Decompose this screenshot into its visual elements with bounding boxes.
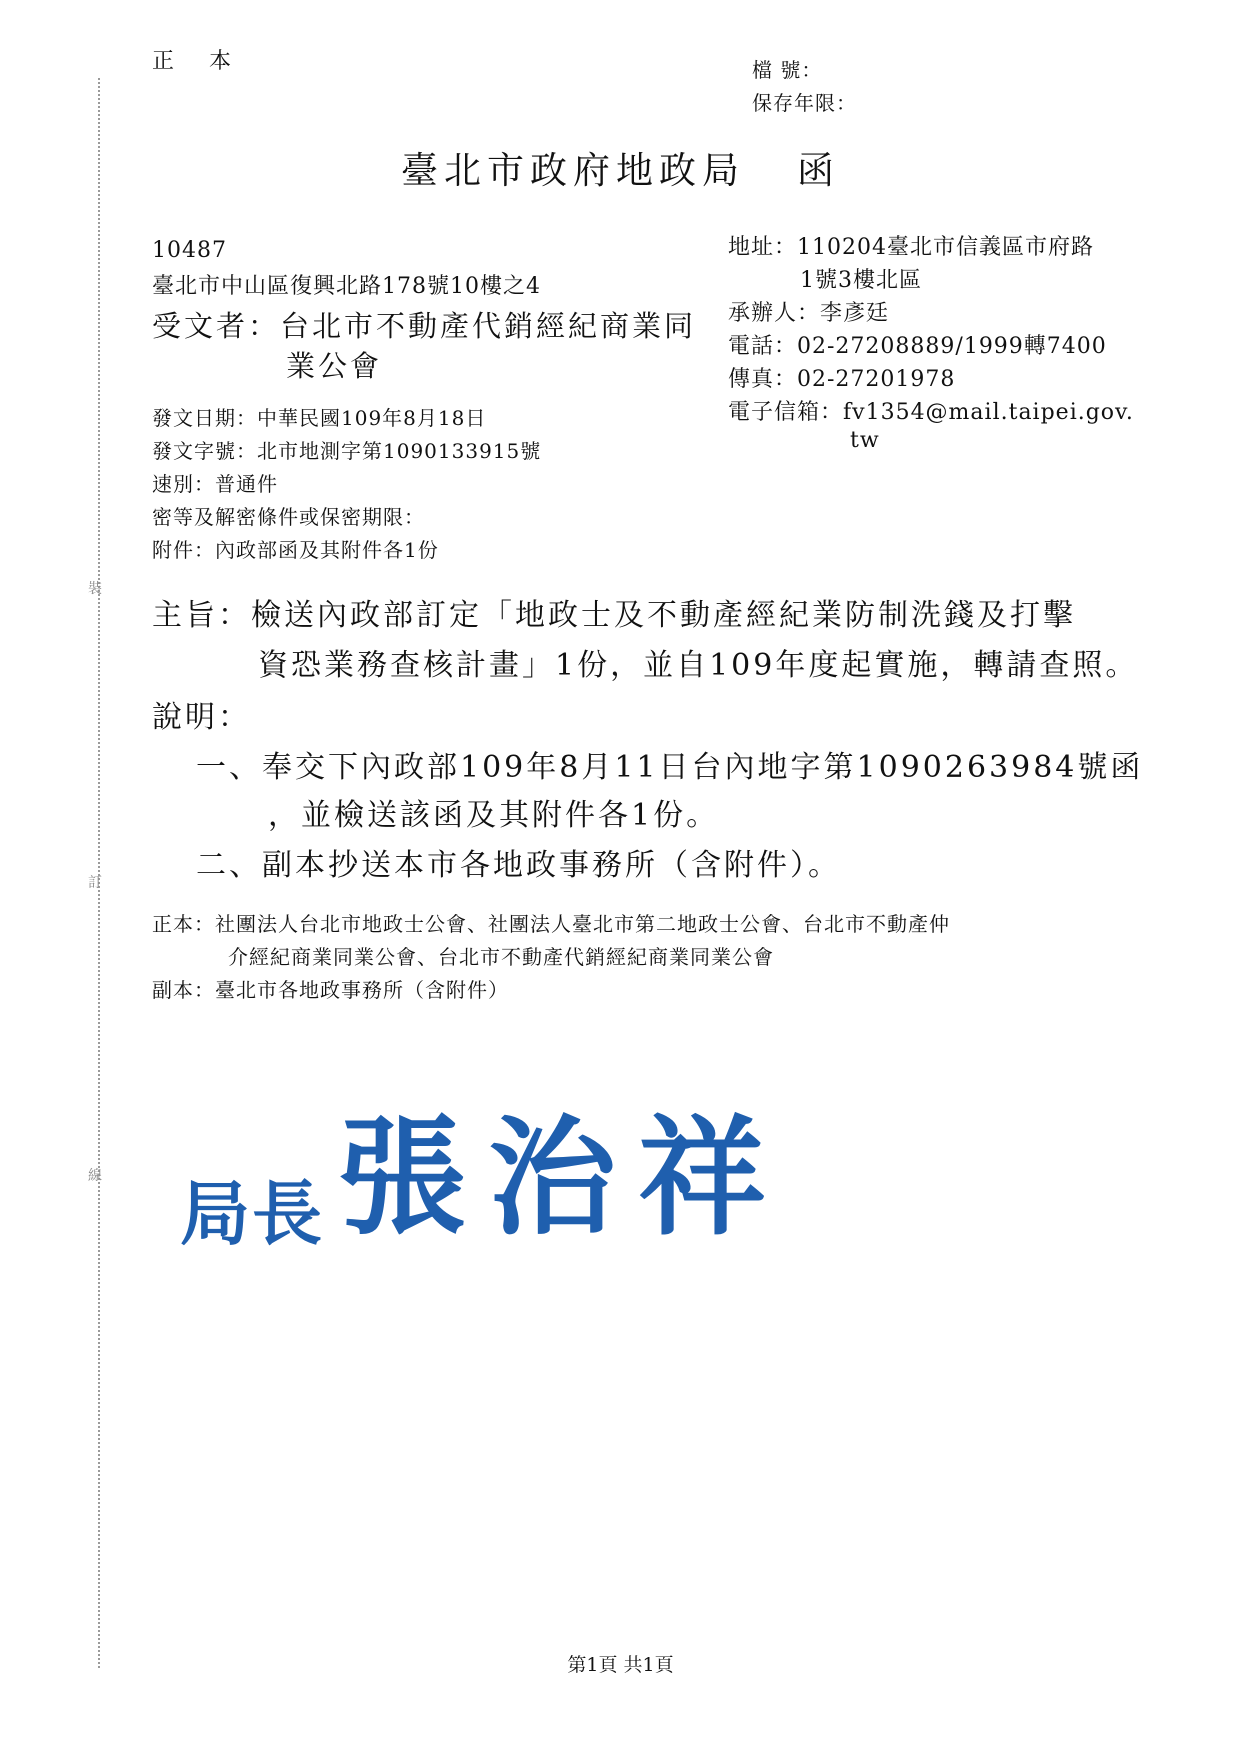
document-title <box>0 140 1241 194</box>
binding-mark-top: 裝 <box>88 581 102 597</box>
copy-type-label: 正 本 <box>152 49 245 74</box>
email-line-1: 電子信箱：fv1354@mail.taipei.gov. <box>728 400 1134 425</box>
recipient-address: 臺北市中山區復興北路178號10樓之4 <box>152 274 541 299</box>
original-recipients-line-1: 正本：社團法人台北市地政士公會、社團法人臺北市第二地政士公會、台北市不動產仲 <box>152 912 950 936</box>
secrecy-level: 密等及解密條件或保密期限： <box>152 505 425 529</box>
recipient-line-2: 業公會 <box>286 349 383 383</box>
subject-line-1: 主旨：檢送內政部訂定「地政士及不動產經紀業防制洗錢及打擊 <box>152 598 1076 633</box>
document-type: 函 <box>797 149 840 192</box>
recipient-line-1: 受文者：台北市不動產代銷經紀商業同 <box>152 309 697 343</box>
binding-mark-bottom: 線 <box>88 1168 102 1184</box>
sender-address-line-1: 地址：110204臺北市信義區市府路 <box>728 235 1094 260</box>
subject-line-2: 資恐業務查核計畫」1份，並自109年度起實施，轉請查照。 <box>258 648 1139 683</box>
file-number-label: 檔 號： <box>752 58 823 82</box>
fax-number: 傳真：02-27201978 <box>728 367 956 392</box>
signature-stamp <box>180 1075 788 1259</box>
original-recipients-line-2: 介經紀商業同業公會、台北市不動產代銷經紀商業同業公會 <box>228 945 774 969</box>
attachment-note: 附件：內政部函及其附件各1份 <box>152 538 439 562</box>
email-line-2: tw <box>850 428 880 453</box>
sender-address-line-2: 1號3樓北區 <box>800 268 922 293</box>
signature-title: 局長 <box>180 1172 324 1255</box>
explanation-heading: 說明： <box>152 700 251 735</box>
reference-number: 發文字號：北市地測字第1090133915號 <box>152 439 542 463</box>
signature-name: 張治祥 <box>338 1103 789 1253</box>
explanation-item-2: 二、副本抄送本市各地政事務所（含附件）。 <box>196 848 841 883</box>
binding-mark-middle: 訂 <box>88 875 102 891</box>
copy-recipients: 副本：臺北市各地政事務所（含附件） <box>152 978 509 1002</box>
phone-number: 電話：02-27208889/1999轉7400 <box>728 334 1107 359</box>
explanation-item-1-line-2: ，並檢送該函及其附件各1份。 <box>268 798 720 833</box>
agency-name: 臺北市政府地政局 <box>401 149 745 192</box>
page-number: 第1頁 共1頁 <box>567 1654 674 1676</box>
postal-code: 10487 <box>152 238 227 263</box>
handler-name: 承辦人：李彥廷 <box>728 301 890 326</box>
delivery-speed: 速別：普通件 <box>152 472 278 496</box>
explanation-item-1-line-1: 一、奉交下內政部109年8月11日台內地字第1090263984號函 <box>196 750 1144 785</box>
issue-date: 發文日期：中華民國109年8月18日 <box>152 406 487 430</box>
retention-period-label: 保存年限： <box>752 91 857 115</box>
